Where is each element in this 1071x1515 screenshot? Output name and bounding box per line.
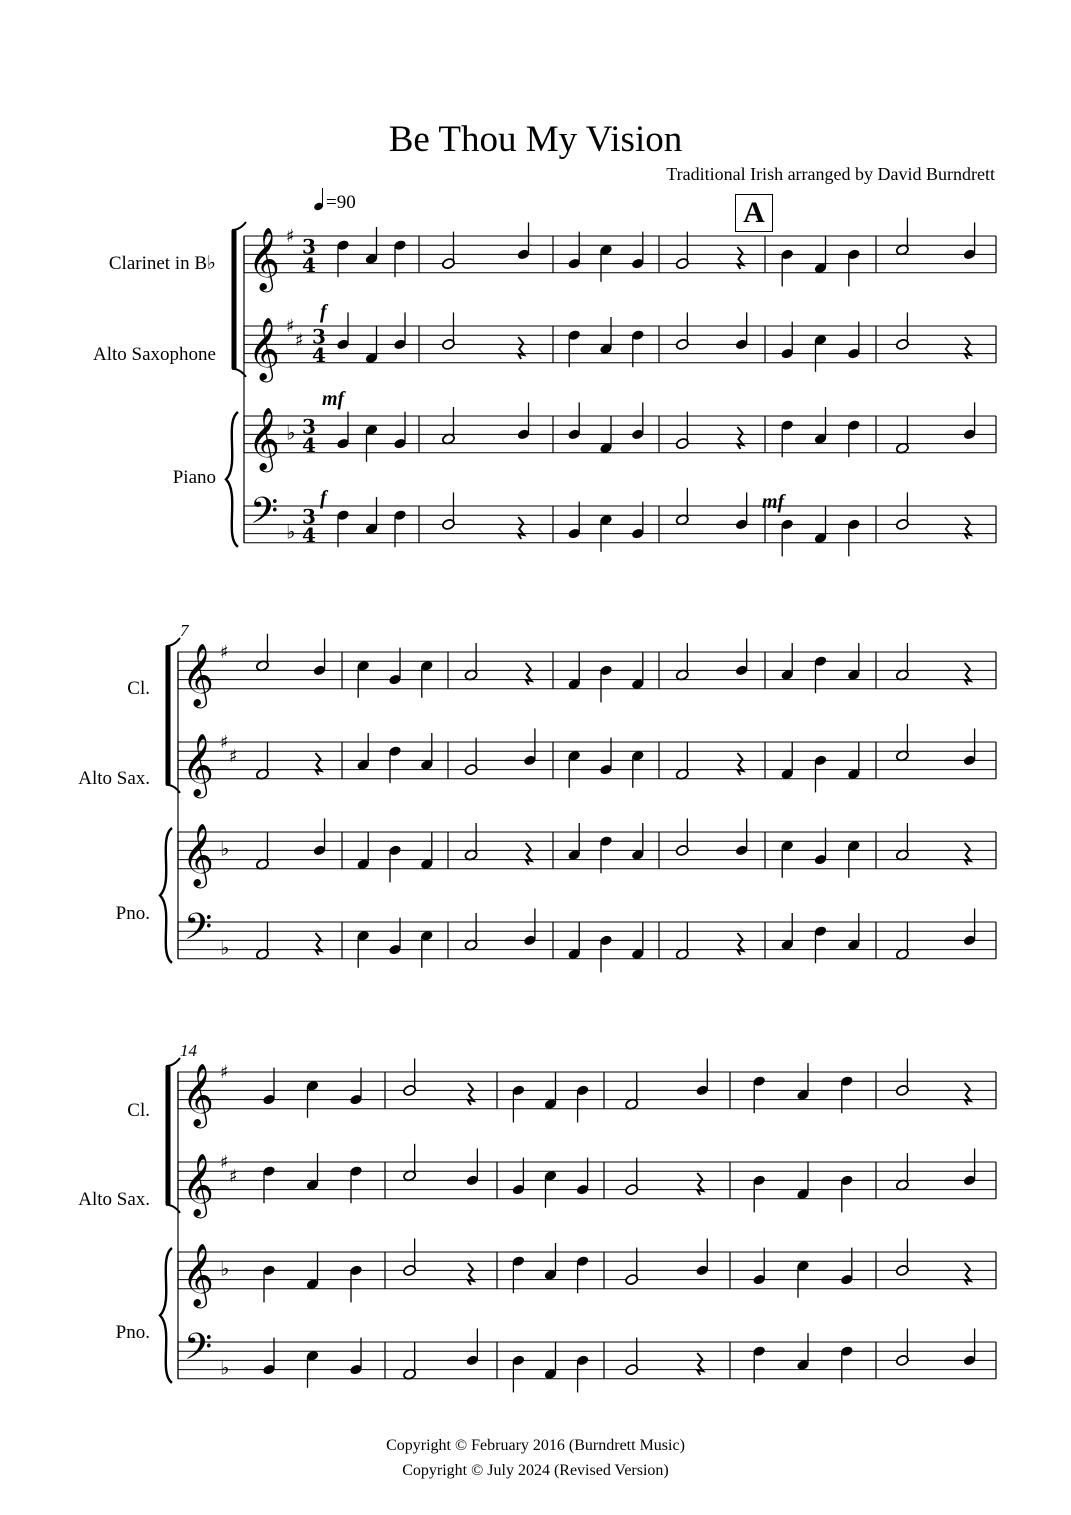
treble-clef-icon: 𝄞 bbox=[248, 316, 280, 380]
piano-brace bbox=[226, 412, 238, 547]
quarter-rest bbox=[518, 337, 524, 359]
instrument-label: Pno. bbox=[115, 903, 150, 924]
quarter-rest bbox=[315, 933, 321, 955]
quarter-rest bbox=[526, 843, 532, 865]
time-signature-top: 3 bbox=[312, 324, 326, 349]
measure-number: 7 bbox=[180, 621, 189, 640]
sharp-icon: ♯ bbox=[295, 329, 304, 351]
treble-clef-icon: 𝄞 bbox=[182, 642, 214, 706]
flat-icon: ♭ bbox=[286, 519, 296, 544]
bass-clef-icon: 𝄢 bbox=[250, 490, 279, 542]
dynamic-marking: f bbox=[320, 487, 327, 509]
sharp-icon: ♯ bbox=[220, 1062, 229, 1083]
flat-icon: ♭ bbox=[220, 836, 230, 861]
quarter-rest bbox=[965, 1083, 971, 1105]
flat-icon: ♭ bbox=[220, 1256, 230, 1281]
piano-brace bbox=[160, 1248, 172, 1383]
copyright-line-1: Copyright © February 2016 (Burndrett Music) bbox=[386, 1437, 685, 1454]
bracket bbox=[166, 638, 180, 646]
time-signature-bottom: 4 bbox=[302, 432, 316, 457]
time-signature-bottom: 4 bbox=[302, 252, 316, 277]
sharp-icon: ♯ bbox=[220, 1152, 229, 1173]
time-signature-top: 3 bbox=[302, 504, 316, 529]
treble-clef-icon: 𝄞 bbox=[248, 226, 280, 290]
sharp-icon: ♯ bbox=[229, 1165, 238, 1187]
instrument-label: Alto Sax. bbox=[78, 1189, 150, 1210]
quarter-rest bbox=[737, 753, 743, 775]
quarter-rest bbox=[737, 933, 743, 955]
dynamic-marking: mf bbox=[762, 491, 785, 513]
piano-brace bbox=[160, 828, 172, 963]
instrument-label: Alto Sax. bbox=[78, 768, 150, 789]
sharp-icon: ♯ bbox=[286, 226, 295, 247]
measure-number: 14 bbox=[180, 1041, 197, 1060]
instrument-label: Cl. bbox=[127, 678, 150, 699]
treble-clef-icon: 𝄞 bbox=[182, 1152, 214, 1216]
sharp-icon: ♯ bbox=[229, 745, 238, 767]
instrument-label: Alto Saxophone bbox=[93, 344, 216, 365]
instrument-label: Pno. bbox=[115, 1322, 150, 1343]
quarter-rest bbox=[468, 1083, 474, 1105]
treble-clef-icon: 𝄞 bbox=[182, 1242, 214, 1306]
quarter-rest bbox=[965, 337, 971, 359]
page-title: Be Thou My Vision bbox=[388, 119, 683, 160]
instrument-label: Cl. bbox=[127, 1100, 150, 1121]
quarter-rest bbox=[965, 663, 971, 685]
quarter-rest bbox=[737, 247, 743, 269]
treble-clef-icon: 𝄞 bbox=[182, 732, 214, 796]
bass-clef-icon: 𝄢 bbox=[184, 906, 213, 958]
bracket bbox=[232, 222, 246, 230]
flat-icon: ♭ bbox=[220, 1355, 230, 1380]
tempo-value: =90 bbox=[326, 192, 356, 213]
quarter-rest bbox=[965, 517, 971, 539]
treble-clef-icon: 𝄞 bbox=[248, 406, 280, 470]
sharp-icon: ♯ bbox=[220, 732, 229, 753]
time-signature-top: 3 bbox=[302, 414, 316, 439]
flat-icon: ♭ bbox=[220, 935, 230, 960]
bass-clef-icon: 𝄢 bbox=[184, 1326, 213, 1378]
quarter-rest bbox=[315, 753, 321, 775]
time-signature-bottom: 4 bbox=[302, 522, 316, 547]
quarter-rest bbox=[737, 427, 743, 449]
time-signature-bottom: 4 bbox=[312, 342, 326, 367]
quarter-rest bbox=[965, 1263, 971, 1285]
bracket bbox=[166, 1058, 180, 1066]
quarter-rest bbox=[965, 843, 971, 865]
dynamic-marking: mf bbox=[322, 388, 345, 410]
instrument-label: Piano bbox=[172, 467, 216, 488]
quarter-rest bbox=[697, 1173, 703, 1195]
treble-clef-icon: 𝄞 bbox=[182, 822, 214, 886]
rehearsal-mark: A bbox=[735, 194, 773, 232]
sharp-icon: ♯ bbox=[286, 316, 295, 337]
treble-clef-icon: 𝄞 bbox=[182, 1062, 214, 1126]
copyright-line-2: Copyright © July 2024 (Revised Version) bbox=[402, 1462, 669, 1479]
sharp-icon: ♯ bbox=[220, 642, 229, 663]
quarter-rest bbox=[468, 1263, 474, 1285]
instrument-label: Clarinet in B♭ bbox=[108, 253, 216, 274]
quarter-rest bbox=[697, 1353, 703, 1375]
flat-icon: ♭ bbox=[286, 420, 296, 445]
time-signature-top: 3 bbox=[302, 234, 316, 259]
quarter-rest bbox=[526, 663, 532, 685]
dynamic-marking: f bbox=[320, 301, 327, 323]
composer-credit: Traditional Irish arranged by David Burndrett bbox=[666, 164, 995, 184]
quarter-rest bbox=[518, 517, 524, 539]
